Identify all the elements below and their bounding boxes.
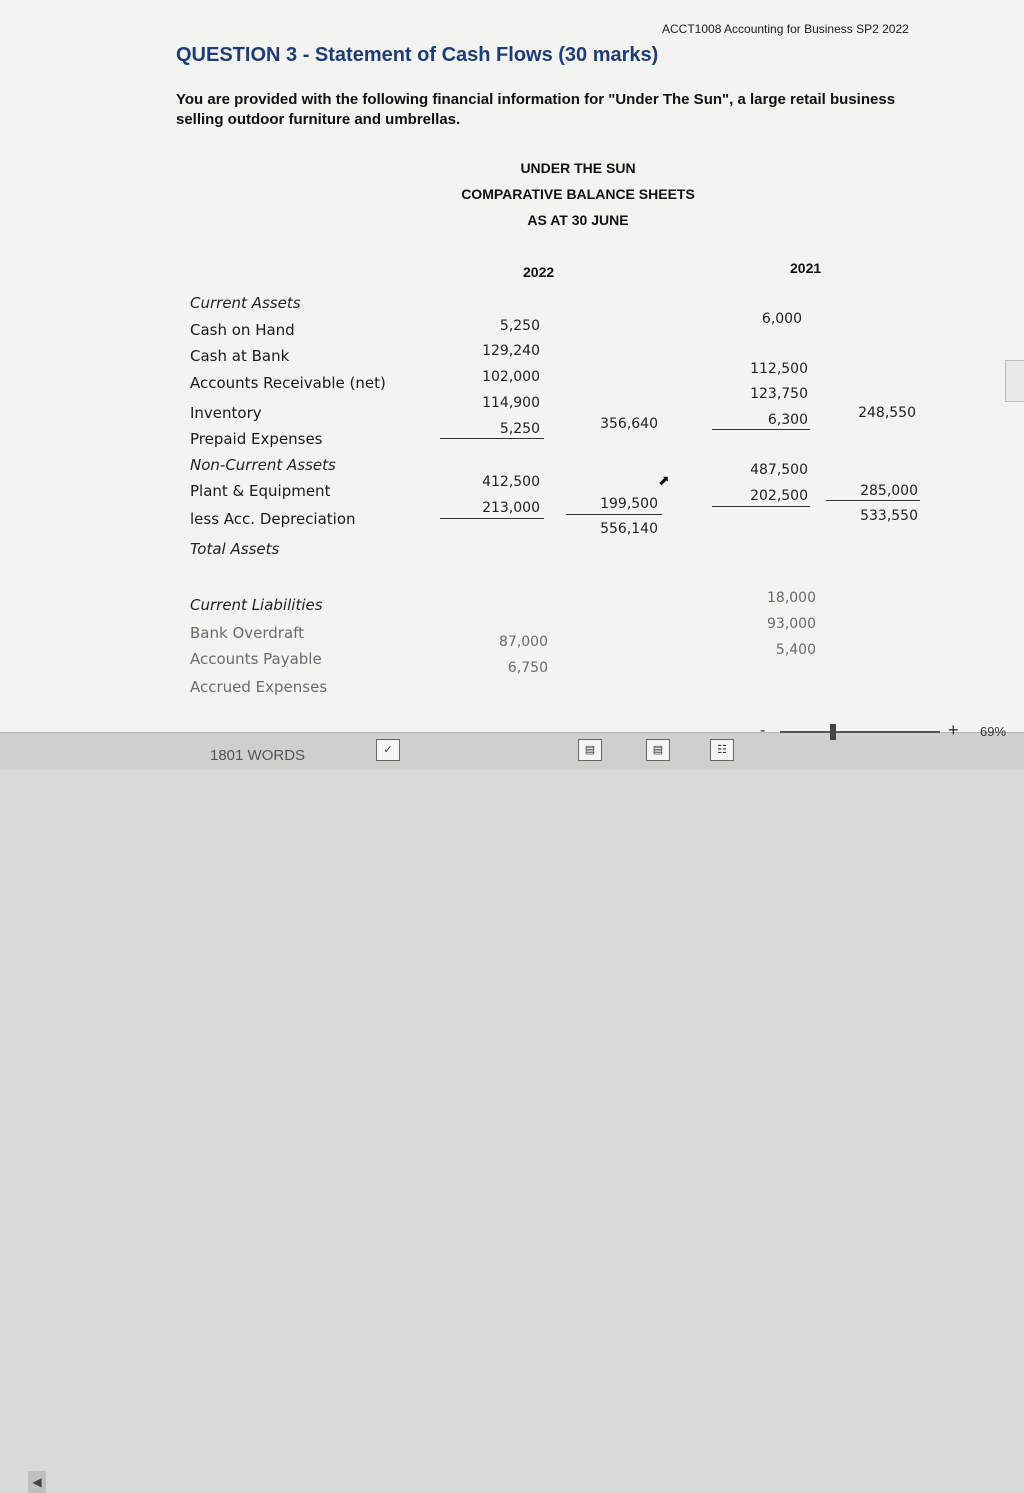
year-2021-header: 2021 <box>790 260 822 276</box>
prepaid-2022: 5,250 <box>499 421 540 437</box>
section-current-assets: Current Assets <box>190 294 301 312</box>
current-assets-total-2021: 248,550 <box>858 405 916 421</box>
plant-2021: 487,500 <box>750 462 808 478</box>
depreciation-rule-2021 <box>712 506 810 507</box>
current-assets-total-2022: 356,640 <box>600 416 658 432</box>
zoom-out-button[interactable]: - <box>760 722 766 739</box>
word-count[interactable]: 1801 WORDS <box>210 747 306 764</box>
prepaid-2021: 6,300 <box>767 412 808 428</box>
row-label-accounts-receivable: Accounts Receivable (net) <box>190 374 386 392</box>
accrued-2021: 5,400 <box>775 642 816 658</box>
plant-2022: 412,500 <box>482 474 540 490</box>
scroll-left-icon[interactable]: ◀ <box>28 1471 46 1493</box>
row-label-inventory: Inventory <box>190 404 262 422</box>
zoom-in-button[interactable]: + <box>948 720 959 740</box>
non-current-total-2022: 199,500 <box>600 496 658 512</box>
intro-paragraph: You are provided with the following financial information for "Under The Sun", a large retail business selling outdoor furniture and umbrellas. <box>176 91 896 128</box>
read-mode-icon[interactable]: ▤ <box>578 739 602 761</box>
accounts-receivable-2022: 102,000 <box>482 369 540 385</box>
section-non-current-assets: Non-Current Assets <box>190 456 336 474</box>
row-label-accounts-payable: Accounts Payable <box>190 650 322 668</box>
accrued-2022: 6,750 <box>507 660 548 676</box>
web-layout-icon[interactable]: ☷ <box>710 739 734 761</box>
row-label-plant-equipment: Plant & Equipment <box>190 482 331 500</box>
inventory-2021: 123,750 <box>750 386 808 402</box>
accounts-payable-2021: 93,000 <box>767 616 816 632</box>
cash-at-bank-2022: 129,240 <box>482 343 540 359</box>
row-label-total-assets: Total Assets <box>190 540 280 558</box>
row-label-cash-at-bank: Cash at Bank <box>190 347 290 365</box>
accounts-payable-2022: 87,000 <box>499 634 548 650</box>
question-title: QUESTION 3 - Statement of Cash Flows (30 marks) <box>176 44 659 66</box>
cash-on-hand-2022: 5,250 <box>499 318 540 334</box>
row-label-prepaid-expenses: Prepaid Expenses <box>190 430 323 448</box>
depreciation-2021: 202,500 <box>750 488 808 504</box>
cursor-arrow-icon: ⬈ <box>658 472 670 488</box>
company-name: UNDER THE SUN <box>520 160 636 176</box>
year-2022-header: 2022 <box>523 264 555 280</box>
subtotal-rule-2021 <box>712 429 810 430</box>
non-current-rule-2021 <box>826 500 920 501</box>
bank-overdraft-2021: 18,000 <box>767 590 816 606</box>
non-current-rule-2022 <box>566 514 662 515</box>
depreciation-2022: 213,000 <box>482 500 540 516</box>
row-label-bank-overdraft: Bank Overdraft <box>190 624 305 642</box>
course-header: ACCT1008 Accounting for Business SP2 2022 <box>662 22 909 36</box>
cash-on-hand-2021: 6,000 <box>761 311 802 327</box>
document-page <box>0 0 1024 732</box>
statement-title: COMPARATIVE BALANCE SHEETS <box>461 186 695 202</box>
row-label-accumulated-depreciation: less Acc. Depreciation <box>190 510 356 528</box>
total-assets-2022: 556,140 <box>600 521 658 537</box>
scrollbar-edge[interactable] <box>1005 360 1024 402</box>
zoom-slider[interactable] <box>780 731 940 733</box>
non-current-total-2021: 285,000 <box>860 483 918 499</box>
proofing-icon[interactable]: ✓ <box>376 739 400 761</box>
subtotal-rule-2022 <box>440 438 544 439</box>
row-label-cash-on-hand: Cash on Hand <box>190 321 295 339</box>
inventory-2022: 114,900 <box>482 395 540 411</box>
status-bar <box>0 732 1024 1489</box>
statement-date: AS AT 30 JUNE <box>527 212 629 228</box>
print-layout-icon[interactable]: ▤ <box>646 739 670 761</box>
row-label-accrued-expenses: Accrued Expenses <box>190 678 328 696</box>
section-current-liabilities: Current Liabilities <box>190 596 323 614</box>
accounts-receivable-2021: 112,500 <box>750 361 808 377</box>
zoom-slider-thumb[interactable] <box>830 724 836 740</box>
zoom-level[interactable]: 69% <box>980 724 1007 739</box>
total-assets-2021: 533,550 <box>860 508 918 524</box>
depreciation-rule-2022 <box>440 518 544 519</box>
